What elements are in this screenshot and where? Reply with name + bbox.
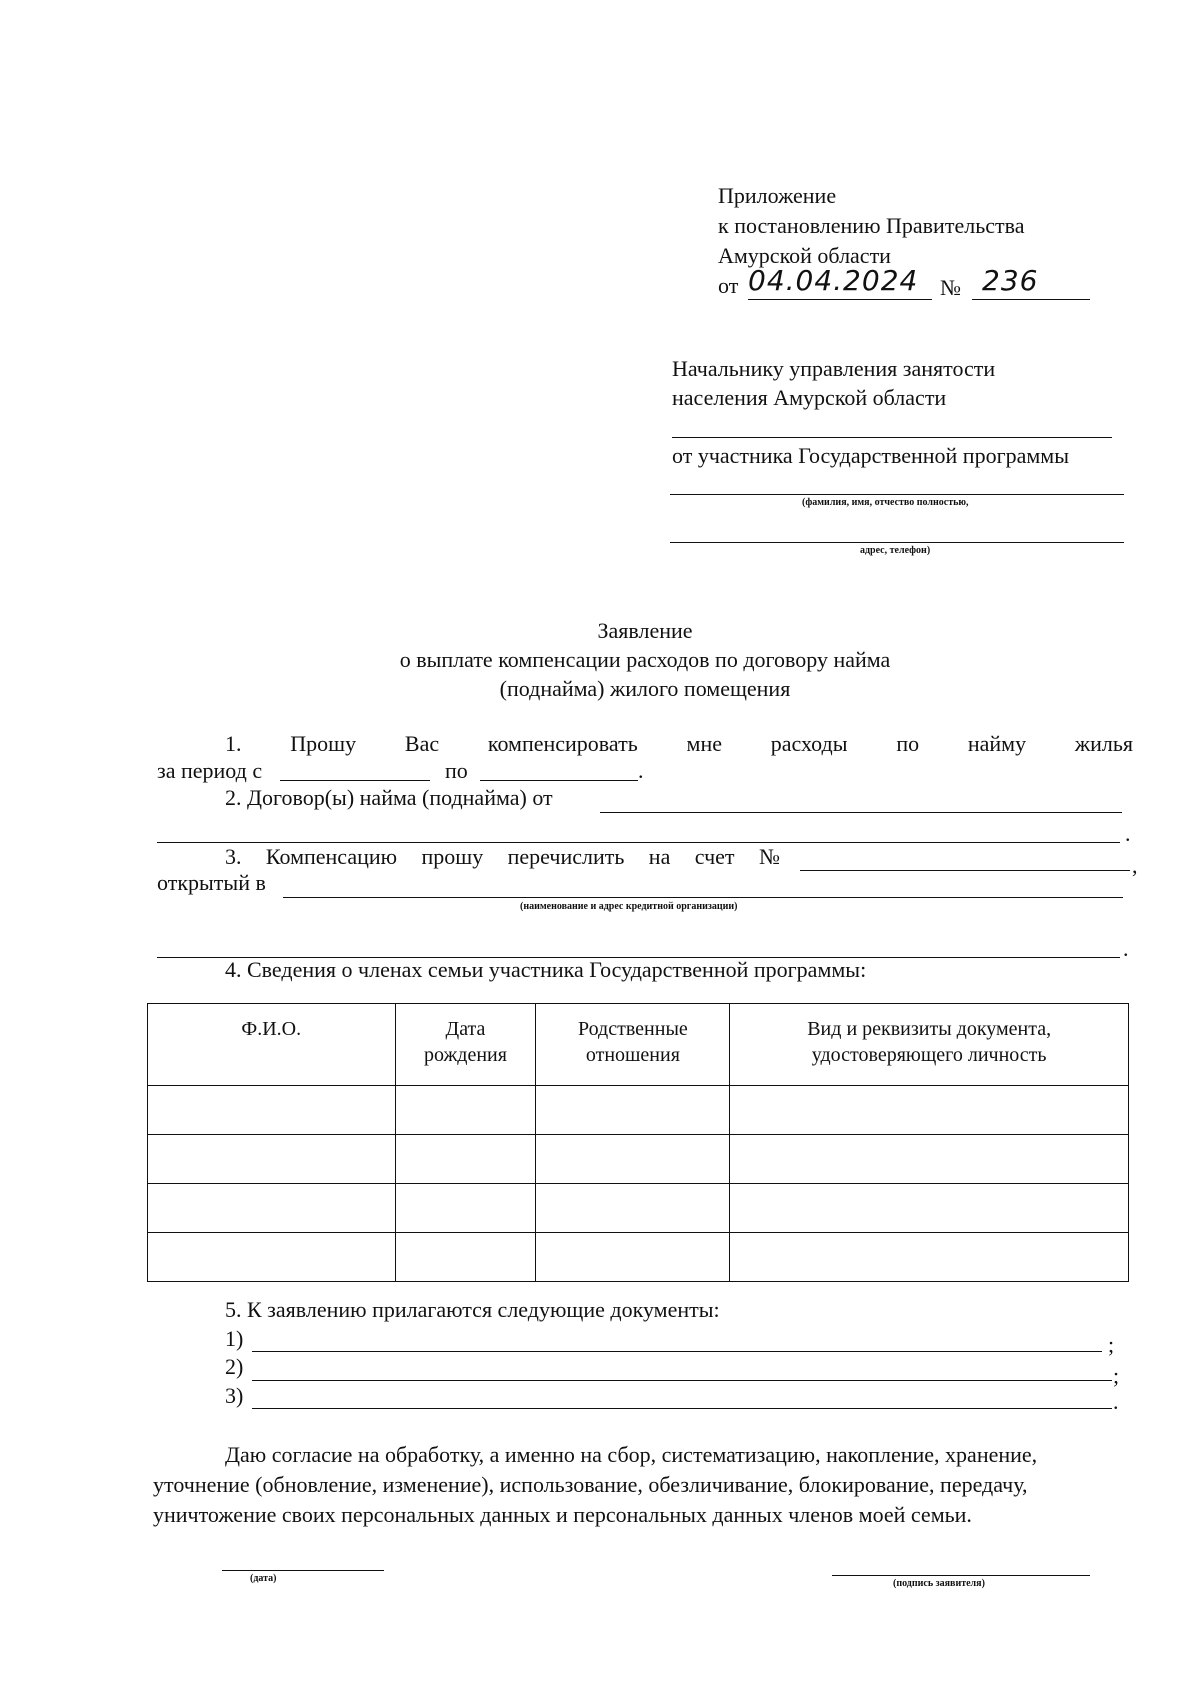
item5-documents-label: 5. К заявлению прилагаются следующие документы:: [225, 1297, 720, 1322]
item2-dot: .: [1125, 821, 1131, 846]
header-relationship: Родственные отношения: [536, 1004, 730, 1086]
table-row: [148, 1233, 1129, 1282]
document-2-field[interactable]: [252, 1380, 1112, 1381]
annex-date-prefix: от: [718, 273, 739, 298]
table-header-row: [148, 1004, 1129, 1086]
cell-fio[interactable]: [148, 1233, 396, 1282]
cell-relationship[interactable]: [536, 1086, 730, 1135]
table-row: [148, 1086, 1129, 1135]
annex-title: Приложение: [718, 183, 837, 208]
item3-dot: .: [1123, 936, 1129, 961]
bank-name-field[interactable]: [283, 897, 1123, 898]
cell-relationship[interactable]: [536, 1184, 730, 1233]
cell-birth-date[interactable]: [395, 1086, 536, 1135]
document-1-field[interactable]: [252, 1351, 1102, 1352]
item4-family-label: 4. Сведения о членах семьи участника Государственной программы:: [225, 957, 867, 982]
doc1-number: 1): [225, 1326, 244, 1351]
addressee-from: от участника Государственной программы: [672, 443, 1069, 468]
annex-line3: Амурской области: [718, 243, 891, 268]
cell-id-document[interactable]: [730, 1184, 1129, 1233]
annex-date-line: [748, 299, 932, 300]
signature-field[interactable]: [832, 1575, 1090, 1576]
period-to-field[interactable]: [480, 780, 638, 781]
document-3-field[interactable]: [252, 1408, 1112, 1409]
doc2-semicolon: ;: [1113, 1363, 1120, 1388]
item3-comma: ,: [1132, 853, 1138, 878]
doc3-number: 3): [225, 1383, 244, 1408]
cell-fio[interactable]: [148, 1086, 396, 1135]
addressee-blank-line: [672, 437, 1112, 438]
cell-birth-date[interactable]: [395, 1184, 536, 1233]
item1-to-label: по: [445, 758, 468, 783]
applicant-address-hint: адрес, телефон): [860, 545, 931, 556]
consent-line2: уточнение (обновление, изменение), использование, обезличивание, блокирование, передачу,: [153, 1472, 1028, 1497]
date-field[interactable]: [222, 1570, 384, 1571]
cell-fio[interactable]: [148, 1135, 396, 1184]
account-number-field[interactable]: [800, 870, 1130, 871]
statement-title: Заявление: [597, 618, 693, 643]
cell-relationship[interactable]: [536, 1233, 730, 1282]
applicant-address-line: [670, 542, 1124, 543]
annex-number-prefix: №: [940, 275, 961, 300]
doc3-dot: .: [1113, 1389, 1119, 1414]
cell-birth-date[interactable]: [395, 1233, 536, 1282]
cell-fio[interactable]: [148, 1184, 396, 1233]
statement-subtitle-1: о выплате компенсации расходов по договору найма: [399, 647, 891, 672]
consent-line3: уничтожение своих персональных данных и персональных данных членов моей семьи.: [153, 1502, 972, 1527]
table-row: [148, 1135, 1129, 1184]
statement-subtitle-2: (поднайма) жилого помещения: [499, 676, 791, 701]
cell-relationship[interactable]: [536, 1135, 730, 1184]
applicant-name-hint: (фамилия, имя, отчество полностью,: [802, 497, 969, 508]
annex-date-handwritten: 04.04.2024: [748, 264, 919, 297]
date-hint: (дата): [250, 1573, 277, 1584]
cell-id-document[interactable]: [730, 1086, 1129, 1135]
cell-id-document[interactable]: [730, 1135, 1129, 1184]
header-birth-date: Дата рождения: [395, 1004, 536, 1086]
item2-contract-label: 2. Договор(ы) найма (поднайма) от: [225, 785, 553, 810]
cell-birth-date[interactable]: [395, 1135, 536, 1184]
doc1-semicolon: ;: [1108, 1332, 1115, 1357]
header-id-document: Вид и реквизиты документа, удостоверяющего личность: [730, 1004, 1129, 1086]
consent-line1: Даю согласие на обработку, а именно на сбор, систематизацию, накопление, хранение,: [225, 1442, 1038, 1467]
bank-name-hint: (наименование и адрес кредитной организации): [520, 901, 738, 912]
signature-hint: (подпись заявителя): [893, 1578, 985, 1589]
header-fio: Ф.И.О.: [148, 1004, 396, 1086]
item1-request-line: 1. Прошу Вас компенсировать мне расходы по найму жилья: [225, 731, 1133, 756]
item1-period-dot: .: [638, 758, 644, 783]
annex-number-line: [972, 299, 1090, 300]
doc2-number: 2): [225, 1354, 244, 1379]
period-from-field[interactable]: [280, 780, 430, 781]
applicant-name-line: [670, 494, 1124, 495]
addressee-line2: населения Амурской области: [672, 385, 947, 410]
family-members-table: [147, 1003, 1129, 1282]
addressee-line1: Начальнику управления занятости: [672, 356, 996, 381]
item1-period-label: за период с: [157, 758, 263, 783]
item3-opened-label: открытый в: [157, 870, 266, 895]
item3-transfer-line: 3. Компенсацию прошу перечислить на счет №: [225, 844, 780, 869]
table-row: [148, 1184, 1129, 1233]
annex-number-handwritten: 236: [982, 264, 1039, 297]
cell-id-document[interactable]: [730, 1233, 1129, 1282]
annex-line2: к постановлению Правительства: [718, 213, 1025, 238]
contract-date-field[interactable]: [600, 812, 1122, 813]
